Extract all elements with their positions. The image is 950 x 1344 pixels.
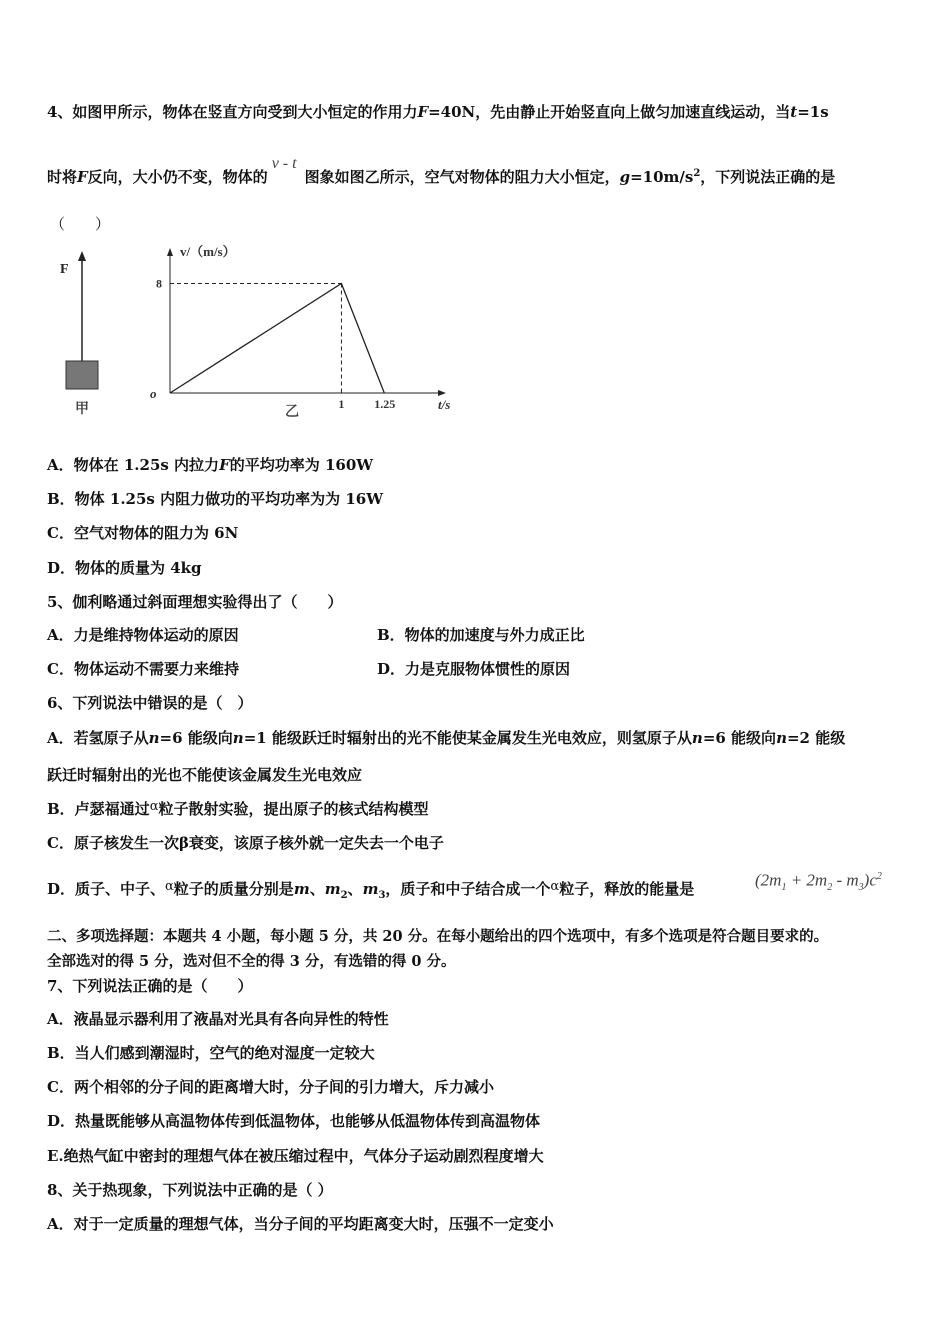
energy-formula xyxy=(755,866,882,899)
figure-yi-vt-chart xyxy=(140,238,470,423)
q4-text: 的平均功率为 160W xyxy=(229,456,374,474)
q4-text: =1s xyxy=(797,103,829,121)
q4-option-d: D．物体的质量为 4kg xyxy=(47,559,202,577)
separator: 、 xyxy=(309,880,325,898)
series-line xyxy=(170,284,384,394)
superscript: 2 xyxy=(693,168,701,179)
subscript: 2 xyxy=(340,890,348,901)
q4-text: =40N，先由静止开始竖直向上做匀加速直线运动，当 xyxy=(428,103,791,121)
vt-formula: v - t xyxy=(271,155,297,172)
q5-option-d: D．力是克服物体惯性的原因 xyxy=(377,660,571,678)
x-tick-1: 1 xyxy=(338,397,345,411)
q7-option-b: B．当人们感到潮湿时，空气的绝对湿度一定较大 xyxy=(47,1044,375,1062)
subscript: 1 xyxy=(781,882,787,894)
q4-text: ，下列说法正确的是 xyxy=(700,168,836,186)
figure-yi-caption: 乙 xyxy=(285,405,299,420)
q4-option-a xyxy=(47,454,373,476)
q6-text: A．若氢原子从 xyxy=(47,729,149,747)
q4-stem-line1 xyxy=(47,101,829,123)
q4-text: 反向，大小仍不变，物体的 xyxy=(87,168,268,186)
q6-text: 粒子散射实验，提出原子的核式结构模型 xyxy=(158,800,429,818)
x-tick-1.25: 1.25 xyxy=(374,397,396,411)
q6-text: =1 能级跃迁时辐射出的光不能使某金属发生光电效应，则氢原子从 xyxy=(243,729,692,747)
q4-var-F: F xyxy=(417,103,429,121)
section2-heading: 二、多项选择题：本题共 4 小题，每小题 5 分，共 20 分。在每小题给出的四个选项中，有多个选项是符合题目要求的。 xyxy=(47,928,829,945)
q6-text: D．质子、中子、 xyxy=(47,880,166,898)
subscript: 2 xyxy=(827,882,833,894)
y-axis-label: v/（m/s） xyxy=(180,244,236,259)
q4-text: 时将 xyxy=(47,168,78,186)
subscript: 3 xyxy=(858,882,864,894)
subscript: 3 xyxy=(378,890,386,901)
q7-option-d: D．热量既能够从高温物体传到低温物体，也能够从低温物体传到高温物体 xyxy=(47,1112,541,1130)
q4-option-b: B．物体 1.25s 内阻力做功的平均功率为为 16W xyxy=(47,490,384,508)
q7-stem: 7、下列说法正确的是（ ） xyxy=(47,977,253,995)
formula-part: + 2m xyxy=(786,870,828,890)
superscript: 2 xyxy=(876,871,882,882)
q6-option-a xyxy=(47,727,845,749)
var-n: n xyxy=(776,729,787,747)
q6-text: =6 能级向 xyxy=(159,729,233,747)
force-arrow-head xyxy=(78,251,86,261)
formula-part: )c xyxy=(863,870,877,890)
var-m1: m xyxy=(293,880,310,898)
force-label: F xyxy=(60,262,69,277)
origin-label: o xyxy=(150,386,157,401)
y-axis-arrow xyxy=(167,248,173,256)
alpha-symbol: α xyxy=(149,799,159,814)
q5-option-c: C．物体运动不需要力来维持 xyxy=(47,660,239,678)
var-n: n xyxy=(232,729,244,747)
formula-part: (2m xyxy=(755,870,782,890)
q4-text: 图象如图乙所示，空气对物体的阻力大小恒定， xyxy=(304,168,620,186)
q4-stem-line2 xyxy=(47,155,836,189)
var-n: n xyxy=(148,729,160,747)
q4-var-F: F xyxy=(77,168,88,186)
q8-option-a: A．对于一定质量的理想气体，当分子间的平均距离变大时，压强不一定变小 xyxy=(47,1215,554,1233)
q6-option-d xyxy=(47,878,694,907)
x-axis-label: t/s xyxy=(438,397,451,412)
q6-option-b xyxy=(47,798,428,822)
q6-stem: 6、下列说法中错误的是（ ） xyxy=(47,694,253,712)
q4-text: =10m/s xyxy=(630,168,694,186)
q4-var-F: F xyxy=(219,456,230,474)
q5-option-b: B．物体的加速度与外力成正比 xyxy=(377,626,585,644)
figure-jia-caption: 甲 xyxy=(75,402,89,417)
x-axis-arrow xyxy=(438,390,446,396)
q6-text: =6 能级向 xyxy=(702,729,777,747)
q6-option-c: C．原子核发生一次β衰变，该原子核外就一定失去一个电子 xyxy=(47,834,444,852)
alpha-symbol: α xyxy=(165,879,174,894)
separator: 、 xyxy=(347,880,363,898)
q6-text: 粒子，释放的能量是 xyxy=(559,880,695,898)
q4-text: 4、如图甲所示，物体在竖直方向受到大小恒定的作用力 xyxy=(47,103,418,121)
q4-text: A．物体在 1.25s 内拉力 xyxy=(47,456,220,474)
q4-option-c: C．空气对物体的阻力为 6N xyxy=(47,524,239,542)
q6-text: =2 能级 xyxy=(786,729,846,747)
q5-stem: 5、伽利略通过斜面理想实验得出了（ ） xyxy=(47,593,343,611)
q6-text: ，质子和中子结合成一个 xyxy=(385,880,551,898)
alpha-symbol: α xyxy=(550,879,560,894)
section2-heading-continued: 全部选对的得 5 分，选对但不全的得 3 分，有选错的得 0 分。 xyxy=(47,953,456,970)
q7-option-c: C．两个相邻的分子间的距离增大时，分子间的引力增大，斥力减小 xyxy=(47,1078,494,1096)
q7-option-e: E.绝热气缸中密封的理想气体在被压缩过程中，气体分子运动剧烈程度增大 xyxy=(47,1147,544,1165)
block-object xyxy=(66,361,98,389)
q7-option-a: A．液晶显示器利用了液晶对光具有各向异性的特性 xyxy=(47,1010,389,1028)
q4-var-g: g xyxy=(619,168,631,186)
q6-text: 粒子的质量分别是 xyxy=(173,880,294,898)
q6-text: B．卢瑟福通过 xyxy=(47,800,150,818)
q8-stem: 8、关于热现象，下列说法中正确的是（ ） xyxy=(47,1181,333,1199)
formula-part: - m xyxy=(832,870,859,890)
q4-var-t: t xyxy=(790,103,798,121)
q6-option-a-continued: 跃迁时辐射出的光也不能使该金属发生光电效应 xyxy=(47,766,363,784)
var-m2: m xyxy=(324,880,341,898)
q5-option-a: A．力是维持物体运动的原因 xyxy=(47,626,239,644)
var-n: n xyxy=(691,729,703,747)
q4-answer-paren: （ ） xyxy=(50,215,111,233)
y-tick-8: 8 xyxy=(156,276,162,291)
figure-jia xyxy=(40,245,120,425)
var-m3: m xyxy=(362,880,379,898)
